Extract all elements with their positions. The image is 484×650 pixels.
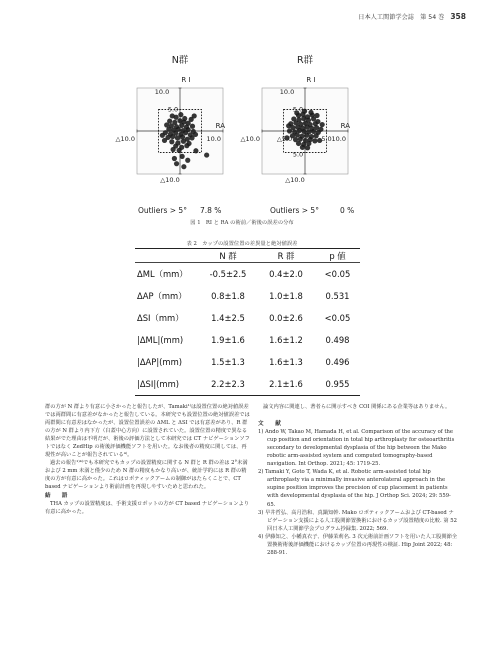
outliers-label-n: Outliers > 5° — [138, 206, 187, 215]
data-point — [296, 141, 301, 146]
data-point — [183, 130, 188, 135]
data-point — [286, 123, 291, 128]
table-cell: 1.6±1.2 — [269, 335, 303, 345]
table-row — [135, 285, 360, 307]
data-point — [160, 133, 165, 138]
data-point — [174, 161, 179, 166]
results-table — [135, 248, 360, 396]
data-point — [320, 122, 325, 127]
table-cell: 0.496 — [325, 357, 350, 367]
paragraph: 過去の報告¹⁾⁴⁾でも本研究でもカップの設置精度に関する N 群と R 群の差は 2°未満および 2 mm 未満と僅少のため N 群の精度もかなり高いが、統計学的には R 群の精度の方が有意に高かった。これはロボティックアームの制御がはたらくことで、CT based ナビゲーションより術前計画を再現しやすいためと思われた。 — [45, 460, 248, 491]
outliers-value-r: 0 % — [340, 206, 355, 215]
coi-statement: 論文内容に関連し、著者らに開示すべき COI 関係にある企業等はありません。 — [263, 404, 451, 410]
data-point — [305, 125, 310, 130]
ri-axis-label: R I — [181, 76, 191, 84]
ra-axis-label: RA — [215, 122, 225, 130]
table-cell: 0.955 — [325, 379, 350, 389]
references-list — [258, 428, 458, 557]
table-cell: 0.4±2.0 — [269, 269, 303, 279]
data-point — [300, 145, 305, 150]
data-point — [295, 132, 300, 137]
data-point — [308, 110, 313, 115]
table-cell: 0.498 — [325, 335, 350, 345]
data-point — [171, 147, 176, 152]
tick-label-inner-top: 5.0 — [167, 105, 179, 114]
data-point — [190, 124, 195, 129]
table-cell: <0.05 — [324, 269, 351, 279]
tick-label-bottom: △10.0 — [160, 176, 180, 184]
tick-label-inner-right: 5.0 — [321, 135, 332, 143]
reference-item: 1) Ando W, Takao M, Hamada H, et al. Comparison of the accuracy of the cup position and orientation in total hip arthroplasty for osteoarthritis secondary to developmental dysplasia of the hip between the Mako robotic arm-assisted system and computed tomography-based navigation. Int Orthop. 2021; 45: 1719-25. — [258, 429, 455, 468]
data-point — [174, 115, 179, 120]
tick-label-inner-bottom: 5.0 — [292, 150, 304, 159]
data-point — [162, 138, 167, 143]
tick-label-top: 10.0 — [279, 88, 295, 96]
scatter-panel-n-group — [116, 54, 226, 184]
data-point — [314, 113, 319, 118]
conclusion-heading: 結 語 — [45, 492, 68, 499]
data-point — [192, 113, 197, 118]
table-row — [135, 329, 360, 351]
data-point — [304, 133, 309, 138]
data-point — [287, 128, 292, 133]
tick-label-right: 10.0 — [331, 135, 346, 143]
tick-label-right: 10.0 — [206, 135, 221, 143]
table-header-row — [135, 249, 360, 263]
data-point — [172, 156, 177, 161]
row-label: |ΔAP|(mm) — [137, 357, 183, 367]
figure-caption: 図 1 RI と RA の術前／術後の誤差の分布 — [190, 220, 294, 226]
data-point — [180, 154, 185, 159]
table-header-cell — [135, 249, 199, 263]
tick-label-inner-left: △5.0 — [276, 135, 293, 143]
tick-label-inner-top: 5.0 — [292, 105, 304, 114]
data-point — [189, 135, 194, 140]
data-point — [169, 139, 174, 144]
data-point — [305, 145, 310, 150]
table-row — [135, 263, 360, 286]
row-label: |ΔML|(mm) — [137, 335, 184, 345]
data-point — [181, 139, 186, 144]
paragraph: 群の方が N 群より有意に小さかったと報告したが、Tamaki¹⁾は設置位置の絶対値誤差では両群間に有意差がなかったと報告している。本研究でも設置位置の絶対値誤差では両群間に有意差はなかったが、設置位置誤差の ΔML と ΔSI では有意差があり、R 群の方が N 群より内下方（臼蓋中心方向）に設置されていた。設置位置の精度で異なる結果がでた理由は不明だが、術後の評価方法として本研究では CT ナビゲーションソフトではなく ZedHip の術後評価機能ソフトを用いた。なお後者の精度に関しては、再現性が高いことが報告されている⁴⁾。 — [45, 404, 250, 459]
data-point — [180, 134, 185, 139]
tick-label-left: △10.0 — [115, 135, 135, 143]
data-point — [314, 133, 319, 138]
references-heading: 文 献 — [258, 421, 284, 428]
ra-axis-label: RA — [340, 122, 350, 130]
body-right-column — [258, 403, 458, 557]
data-point — [185, 158, 190, 163]
panel-title: N群 — [171, 55, 189, 66]
table-header-cell: N 群 — [219, 250, 237, 261]
panel-title: R群 — [296, 55, 314, 66]
table-cell: 1.5±1.3 — [211, 357, 245, 367]
data-point — [170, 134, 175, 139]
tick-label-left: △10.0 — [240, 135, 260, 143]
figure-1 — [0, 0, 484, 215]
ri-axis-label: R I — [306, 76, 316, 84]
row-label: ΔML（mm） — [137, 269, 188, 279]
table-caption: 表 2 カップの設置位置の差異量と絶対値誤差 — [186, 241, 298, 247]
table-cell: 1.0±1.8 — [269, 291, 303, 301]
data-point — [178, 112, 183, 117]
tick-label-top: 10.0 — [154, 88, 170, 96]
journal-name: 日本人工関節学会誌 第 54 巻 — [358, 14, 445, 21]
table-cell: 1.9±1.6 — [211, 335, 245, 345]
table-header-cell: R 群 — [277, 250, 295, 261]
table-row — [135, 307, 360, 329]
scatter-panel-r-group — [241, 54, 351, 184]
data-point — [312, 138, 317, 143]
data-point — [179, 123, 184, 128]
table-cell: 1.4±2.5 — [211, 313, 245, 323]
data-point — [181, 164, 186, 169]
tick-label-bottom: △10.0 — [285, 176, 305, 184]
data-point — [177, 148, 182, 153]
row-label: |ΔSI|(mm) — [137, 379, 180, 389]
table-cell: 2.2±2.3 — [211, 379, 245, 389]
table-cell: 0.8±1.8 — [211, 291, 245, 301]
data-point — [193, 148, 198, 153]
reference-item: 4) 伊藤知之、小幡真衣子、伊藤茉莉名. 3 次元術前計画ソフトを用いた人工股関節全置換術術後評価機能におけるカップ位置の再現性の検証. Hip Joint 2022; 48: 288-91. — [258, 533, 458, 556]
conclusion-text: THA カップの設置精度は、手術支援ロボットの方が CT based ナビゲーションより有意に高かった。 — [45, 500, 249, 515]
outliers-value-n: 7.8 % — [200, 206, 222, 215]
table-cell: 1.6±1.3 — [269, 357, 303, 367]
table-cell: 2.1±1.6 — [269, 379, 303, 389]
table-cell: <0.05 — [324, 313, 351, 323]
body-left-column — [45, 403, 250, 516]
table-row — [135, 373, 360, 396]
data-point — [204, 152, 209, 157]
page-number: 358 — [450, 12, 466, 21]
data-point — [301, 116, 306, 121]
table-row — [135, 351, 360, 373]
data-point — [175, 135, 180, 140]
reference-item: 3) 早井哲弘、高月浩和、真鍋知幹. Mako ロボティックアームおよび CT-based ナビゲーション支援による人工股関節置換術におけるカップ設置精度の比較. 第 52 回日本人工関節学会プログラム抄録集. 2022; 569. — [258, 509, 457, 532]
data-point — [184, 143, 189, 148]
outliers-label-r: Outliers > 5° — [270, 206, 319, 215]
row-label: ΔSI（mm） — [137, 313, 184, 323]
row-label: ΔAP（mm） — [137, 291, 187, 301]
table-cell: 0.531 — [325, 291, 350, 301]
table-header-cell: p 値 — [329, 250, 346, 261]
table-cell: 0.0±2.6 — [269, 313, 303, 323]
reference-item: 2) Tamaki Y, Goto T, Wada K, et al. Robotic arm-assisted total hip arthroplasty via a minimally invasive anterolateral approach in the supine position improves the precision of cup placement in patients with developmental dysplasia of the hip. J Orthop Sci. 2024; 29: 559-65. — [258, 469, 451, 508]
table-cell: -0.5±2.5 — [209, 269, 247, 279]
